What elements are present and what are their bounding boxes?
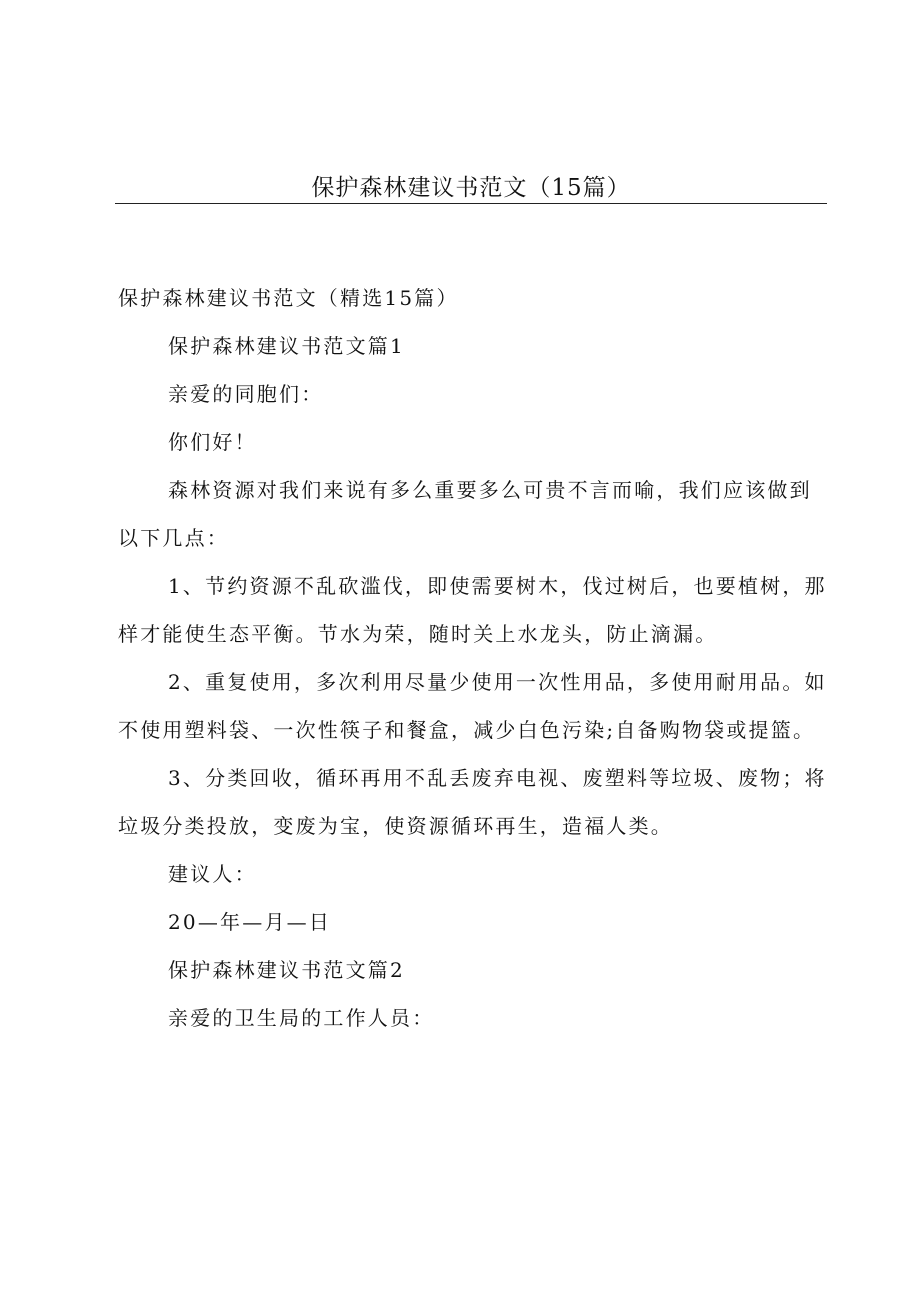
document-title: 保护森林建议书范文（15篇） [311,175,631,201]
section-heading: 保护森林建议书范文篇1 [168,334,405,358]
title-underline [115,203,827,204]
document-body [118,274,833,1042]
list-item: 1、节约资源不乱砍滥伐，即使需要树木，伐过树后，也要植树，那样才能使生态平衡。节水为荣，随时关上水龙头，防止滴漏。 [118,574,827,646]
salutation: 亲爱的卫生局的工作人员： [168,1006,435,1030]
section-heading: 保护森林建议书范文篇2 [168,958,405,982]
date-line: 20—年—月—日 [168,910,332,934]
body-paragraph: 森林资源对我们来说有多么重要多么可贵不言而喻，我们应该做到以下几点： [118,478,812,550]
subtitle-paragraph: 保护森林建议书范文（精选15篇） [118,286,459,310]
salutation: 亲爱的同胞们： [168,382,324,406]
list-item: 3、分类回收，循环再用不乱丢废弃电视、废塑料等垃圾、废物；将垃圾分类投放，变废为宝，使资源循环再生，造福人类。 [118,766,827,838]
signature-label: 建议人： [168,862,257,886]
list-item: 2、重复使用，多次利用尽量少使用一次性用品，多使用耐用品。如不使用塑料袋、一次性筷子和餐盒，减少白色污染;自备购物袋或提篮。 [118,670,827,742]
greeting: 你们好！ [168,430,257,454]
